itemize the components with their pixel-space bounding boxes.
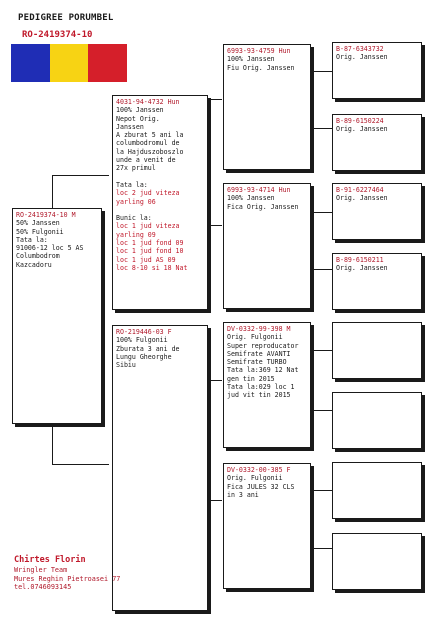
ancestor-card: [332, 392, 422, 449]
dam-details: 100% Fulgonii Zburata 3 ani de Lungu Gheorghe Sibiu: [116, 336, 180, 370]
breeder-contact: [14, 556, 120, 591]
connector-line: [312, 410, 332, 411]
flag-stripe-yellow: [50, 44, 89, 82]
dam-ring: RO-219446-03 F: [116, 328, 172, 336]
connector-line: [312, 490, 313, 548]
connector-line: [312, 71, 313, 128]
dam-card: [112, 325, 208, 611]
connector-line: [312, 128, 332, 129]
connector-line: [312, 350, 313, 410]
connector-line: [208, 380, 222, 381]
sire-card: [112, 95, 208, 310]
flag-stripe-blue: [11, 44, 50, 82]
romania-flag: [11, 44, 127, 82]
breeder-team: Wringler Team: [14, 566, 68, 575]
connector-line: [312, 490, 332, 491]
connector-line: [208, 225, 222, 226]
connector-line: [208, 99, 209, 225]
connector-line: [312, 350, 332, 351]
sire-sire-details: 100% Janssen Fiu Orig. Janssen: [227, 55, 295, 72]
ancestor-card: [332, 114, 422, 171]
connector-line: [52, 464, 109, 465]
sire-sire-ring: 6993-93-4759 Hun: [227, 47, 291, 55]
ancestor-card: [332, 322, 422, 379]
connector-line: [312, 212, 332, 213]
ancestor-ring: B-89-6150211: [336, 256, 384, 264]
ancestor-ring: B-89-6150224: [336, 117, 384, 125]
dam-sire-card: [223, 322, 311, 448]
ancestor-details: Orig. Janssen: [336, 264, 388, 273]
connector-line: [312, 269, 332, 270]
dam-sire-details: Orig. Fulgonii Super reproducator Semifrate AVANTI Semifrate TURBO Tata la:369 12 Nat gen tin 2015 Tata la:029 loc 1 jud vit tin 2015: [227, 333, 299, 400]
page-title: PEDIGREE PORUMBEL: [18, 13, 114, 23]
header-ring-number: RO-2419374-10: [22, 30, 93, 40]
ancestor-card: [332, 42, 422, 99]
breeder-address: Mures Reghin Pietroasei 77: [14, 574, 121, 583]
sire-results-2: loc 1 jud viteza yarling 09 loc 1 jud fond 09 loc 1 jud fond 10 loc 1 jud AS 09 loc 8-10 si 18 Nat: [116, 222, 188, 272]
subject-details: 50% Janssen 50% Fulgonii Tata la: 91006-12 loc 5 AS Columbodrom Kazcadoru: [16, 219, 84, 269]
subject-pigeon-card: [12, 208, 102, 424]
dam-sire-ring: DV-0332-99-398 M: [227, 325, 291, 333]
connector-line: [312, 212, 313, 269]
subject-ring: RO-2419374-10 M: [16, 211, 76, 219]
dam-dam-details: Orig. Fulgonii Fica JULES 32 CLS in 3 ani: [227, 474, 295, 499]
ancestor-details: Orig. Janssen: [336, 125, 388, 134]
ancestor-card: [332, 183, 422, 240]
sire-ring: 4031-94-4732 Hun: [116, 98, 180, 106]
ancestor-ring: B-91-6227464: [336, 186, 384, 194]
connector-line: [208, 500, 222, 501]
sire-dam-details: 100% Janssen Fica Orig. Janssen: [227, 194, 299, 211]
sire-results-1: loc 2 jud viteza yarling 06: [116, 189, 180, 206]
ancestor-card: [332, 253, 422, 310]
connector-line: [208, 380, 209, 500]
connector-line: [208, 99, 222, 100]
sire-details-2: Bunic la:: [116, 214, 152, 223]
connector-line: [312, 71, 332, 72]
connector-line: [52, 175, 53, 208]
sire-details: 100% Janssen Nepot Orig. Janssen A zburat 5 ani la columbodromul de la Hajduszoboszlo unde a venit de 27x primul Tata la:: [116, 106, 184, 189]
flag-stripe-red: [88, 44, 127, 82]
connector-line: [52, 424, 53, 464]
breeder-name: Chirtes Florin: [14, 555, 86, 565]
sire-dam-ring: 6993-93-4714 Hun: [227, 186, 291, 194]
sire-dam-card: [223, 183, 311, 309]
ancestor-ring: B-87-6343732: [336, 45, 384, 53]
connector-line: [312, 548, 332, 549]
ancestor-card: [332, 533, 422, 590]
sire-sire-card: [223, 44, 311, 170]
connector-line: [52, 175, 109, 176]
ancestor-details: Orig. Janssen: [336, 53, 388, 62]
dam-dam-card: [223, 463, 311, 589]
ancestor-details: Orig. Janssen: [336, 194, 388, 203]
dam-dam-ring: DV-0332-00-385 F: [227, 466, 291, 474]
breeder-phone: tel.0746093145: [14, 582, 72, 591]
ancestor-card: [332, 462, 422, 519]
